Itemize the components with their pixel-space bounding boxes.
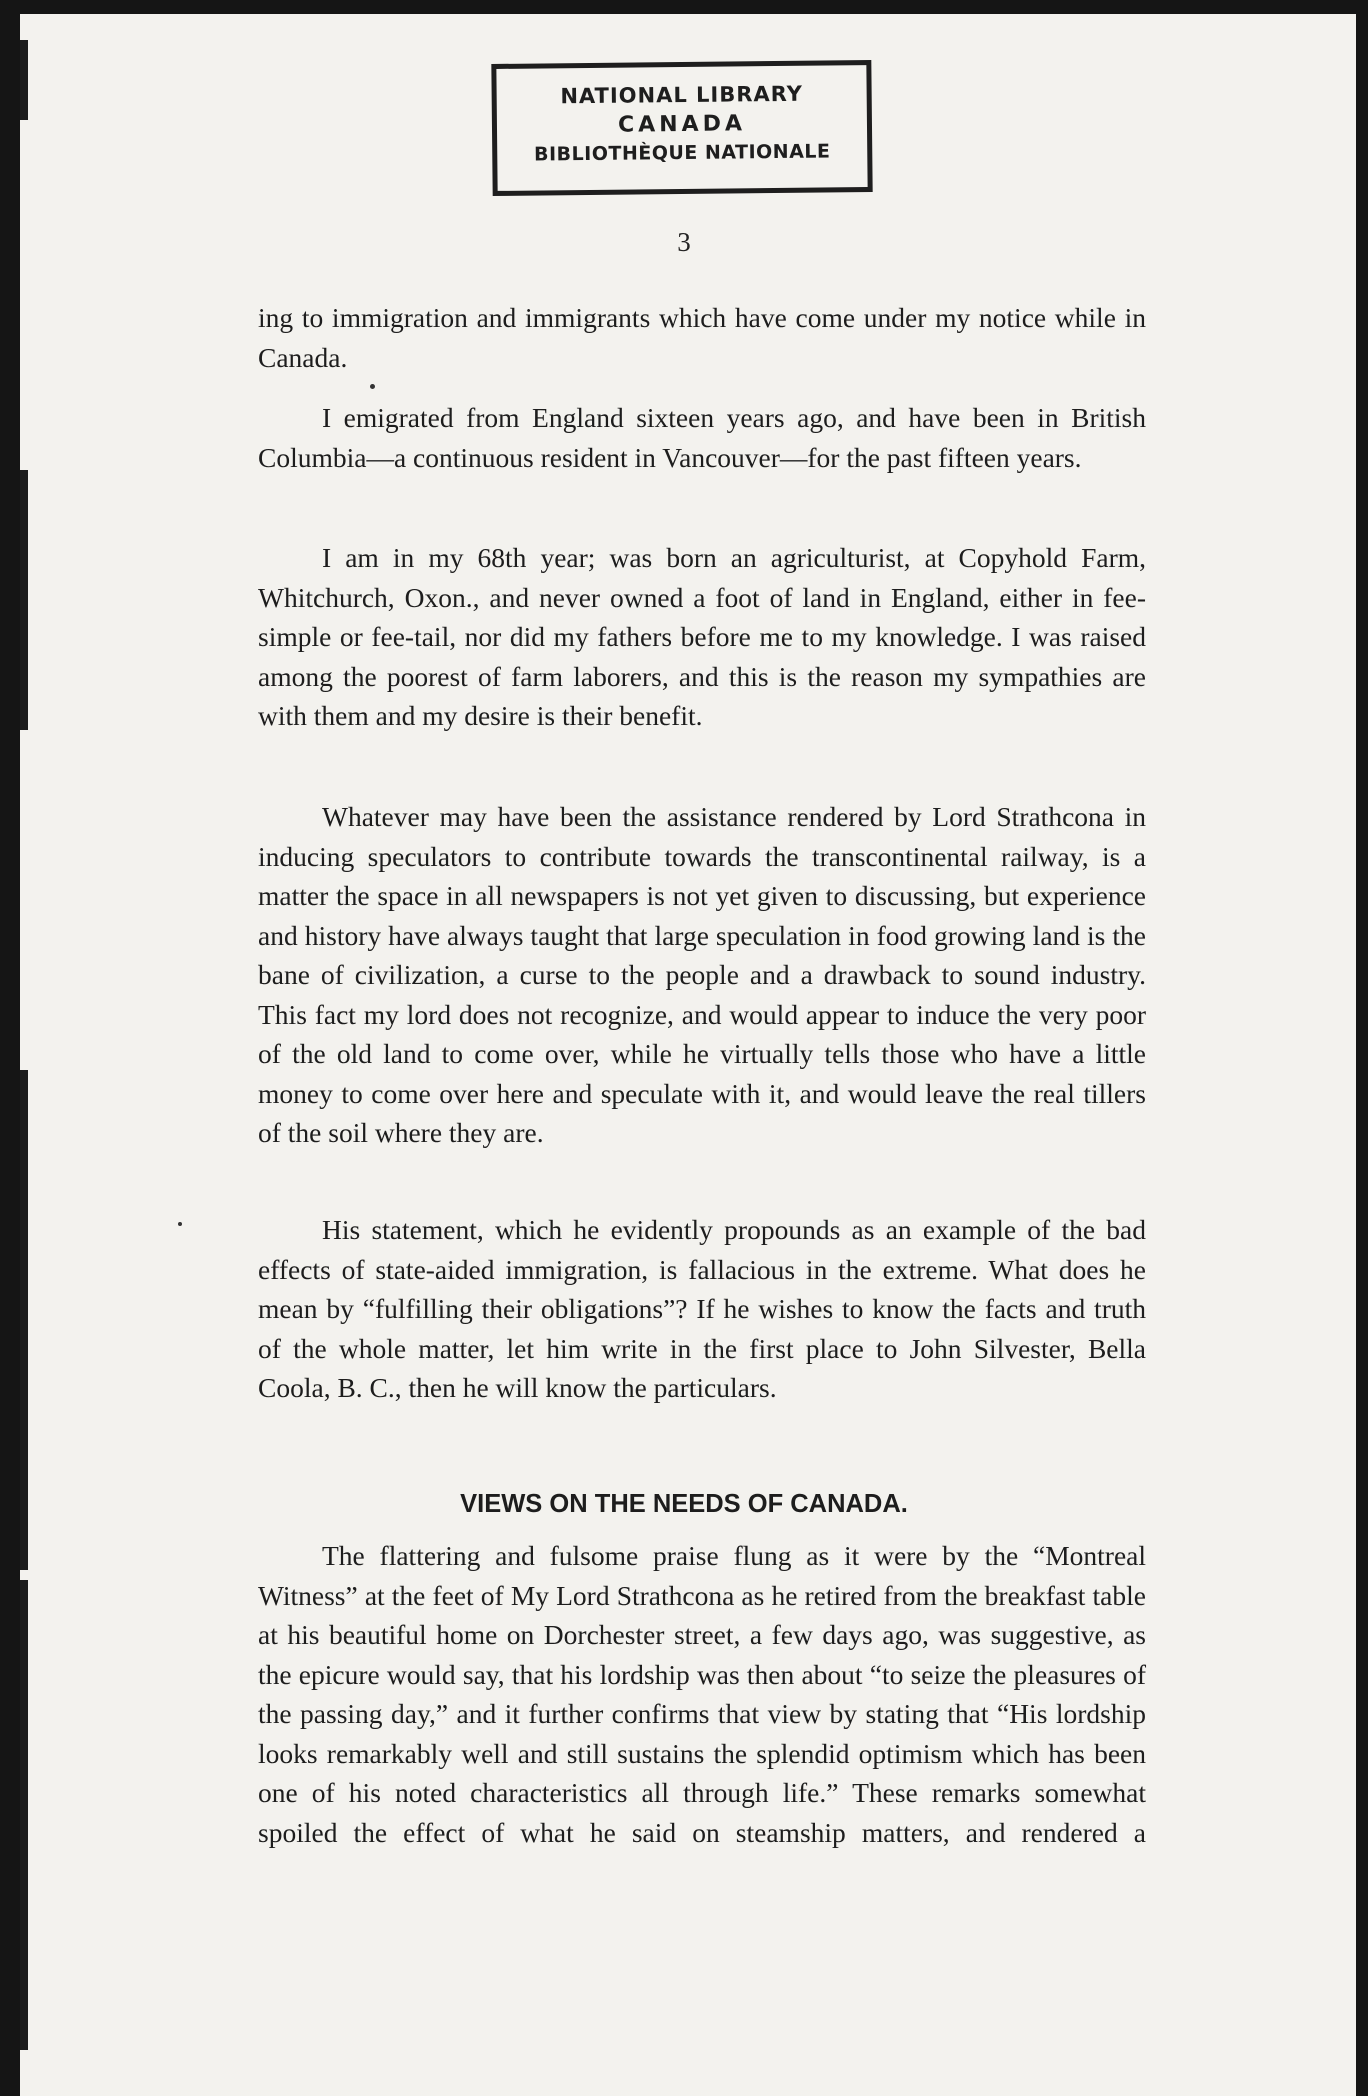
section-heading: VIEWS ON THE NEEDS OF CANADA. — [460, 1490, 908, 1518]
paragraph-4: Whatever may have been the assistance rendered by Lord Strathcona in inducing speculators to contribute towards the transcontinental railway, is a matter the space in all newspapers is not yet given to discussing, but experience and history have always taught that large speculation in food growing land is the bane of civilization, a curse to the people and a drawback to sound industry. This fact my lord does not recognize, and would appear to induce the very poor of the old land to come over, while he virtually tells those who have a little money to come over here and speculate with it, and would leave the real tillers of the soil where they are. — [258, 801, 1146, 1148]
ink-speck — [178, 1222, 182, 1226]
paragraph-3: I am in my 68th year; was born an agriculturist, at Copyhold Farm, Whitchurch, Oxon., and never owned a foot of land in England, either in fee-simple or fee-tail, nor did my fathers before me to my knowledge. I was raised among the poorest of farm laborers, and this is the reason my sympathies are with them and my desire is their benefit. — [258, 542, 1146, 731]
paragraph-5-block — [258, 1210, 1146, 1408]
ink-speck — [370, 384, 375, 389]
stamp-line-1: NATIONAL LIBRARY — [560, 81, 804, 109]
paragraph-1: ing to immigration and immigrants which have come under my notice while in Canada. — [258, 302, 1146, 373]
binding-edge-mark — [20, 1580, 28, 2050]
stamp-line-2: CANADA — [617, 111, 747, 138]
binding-edge-mark — [20, 40, 28, 120]
paragraph-6-block — [258, 1536, 1146, 1852]
paragraph-1-block — [258, 298, 1146, 377]
library-stamp — [491, 60, 872, 196]
paragraph-4-block — [258, 797, 1146, 1153]
paragraph-3-block — [258, 538, 1146, 736]
binding-edge-mark — [20, 470, 28, 730]
page-number: 3 — [677, 227, 691, 257]
paragraph-2: I emigrated from England sixteen years ago, and have been in British Columbia—a continuous resident in Vancouver—for the past fifteen years. — [258, 402, 1146, 473]
paragraph-5: His statement, which he evidently propounds as an example of the bad effects of state-aided immigration, is fallacious in the extreme. What does he mean by “fulfilling their obligations”? If he wishes to know the facts and truth of the whole matter, let him write in the first place to John Silvester, Bella Coola, B. C., then he will know the particulars. — [258, 1214, 1146, 1403]
paragraph-6: The flattering and fulsome praise flung as it were by the “Montreal Witness” at the feet of My Lord Strathcona as he retired from the breakfast table at his beautiful home on Dorchester street, a few days ago, was suggestive, as the epicure would say, that his lordship was then about “to seize the pleasures of the passing day,” and it further confirms that view by stating that “His lordship looks remarkably well and still sustains the splendid optimism which has been one of his noted characteristics all through life.” These remarks somewhat spoiled the effect of what he said on steamship matters, and rendered a — [258, 1540, 1146, 1848]
stamp-line-3: BIBLIOTHÈQUE NATIONALE — [533, 140, 831, 166]
paragraph-2-block — [258, 398, 1146, 477]
